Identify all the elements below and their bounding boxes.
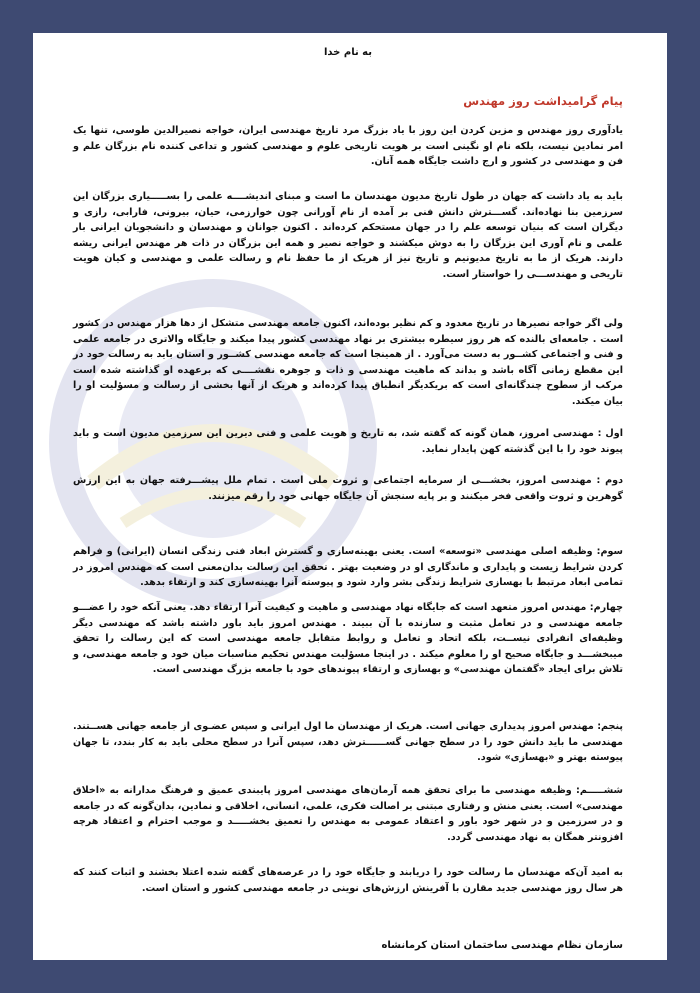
paragraph: باید به یاد داشت که جهان در طول تاریخ مدیون مهندسان ما است و مبنای اندیشــــه علمی را بســـــیاری بزرگان این سرزمین بنا نهاده‌اند. گســـترش دانش فنی بر آمده از نام آورانی چون خوارزمی، حیان، بیرونی، فارابی، رازی و دیگران است که بنیان توسعه علم را در جهان مستحکم کرده‌اند . اکنون جوانان و مهندسان و دانشجویان ایرانی بار علمی و نام آوری این بزرگان را به دوش میکشند و خواجه نصیر و همه این بزرگان در ذات هر مهندس ایرانی ریشه دارند. هریک از ما به تاریخ مدیونیم و تاریخ نیز از هریک از ما حفظ نام و رسالت علمی و مهندسی و کیان هویت تاریخی و مهندســـی را خواستار است. bbox=[73, 191, 623, 280]
paragraph: یادآوری روز مهندس و مزین کردن این روز با یاد بزرگ مرد تاریخ مهندسی ایران، خواجه نصیرالدین طوسی، تنها یک امر نمادین نیست، بلکه نام او نگینی است بر هویت تاریخی علوم و مهندسی کشور و تداعی کننده نام بزرگان علم و فن و مهندسی در کشور و ارج داشت جایگاه همه آنان. bbox=[73, 125, 623, 168]
paragraph: ششـــــم: وظیفه مهندسی ما برای تحقق همه آرمان‌های مهندسی امروز پایبندی عمیق و فرهنگ مدارانه به «اخلاق مهندسی» است. یعنی منش و رفتاری مبتنی بر اصالت فکری، علمی، انسانی، اخلاقی و نمادین، بدان‌گونه که در جامعه و در سرزمین و در شهر خود باور و اعتقاد عمومی به مهندس را تعمیق بخشـــــد و موجب احترام و اعتقاد هرچه افزونتر همگان به نهاد مهندسی گردد. bbox=[73, 785, 623, 843]
letter-title: پیام گرامیداشت روز مهندس bbox=[463, 94, 623, 108]
paragraph: سوم: وظیفه اصلی مهندسی «توسعه» است. یعنی بهینه‌سازی و گسترش ابعاد فنی زندگی انسان (ایرانی) و فراهم کردن شرایط زیست و پایداری و ماندگاری او در وضعیت بهتر . تحقق این رسالت بدان‌معنی است که مهندس امروز در تمامی ابعاد مرتبط با بهسازی شرایط زندگی بشر وارد شود و پیوسته آنرا بهینه‌سازی کند و ارتقاء بدهد. bbox=[73, 546, 623, 589]
letter-page bbox=[33, 33, 667, 960]
basmala-heading: به نام خدا bbox=[323, 47, 373, 58]
paragraph: اول : مهندسی امروز، همان گونه که گفته شد، به تاریخ و هویت علمی و فنی دیرین این سرزمین مدیون است و باید پیوند خود را با این گذشته کهن پایدار نماید. bbox=[73, 428, 623, 455]
signature-organization: سازمان نظام مهندسی ساختمان استان کرمانشاه bbox=[381, 940, 623, 951]
paragraph: ولی اگر خواجه نصیرها در تاریخ معدود و کم نظیر بوده‌اند، اکنون جامعه مهندسی متشکل از دها هزار مهندس در کشور است . جامعه‌ای بالنده که هر روز سیطره بیشتری بر نهاد مهندسی کشور پیدا میکند و جایگاه والاتری در جامعه علمی و فنی و اجتماعی کشــور به دست می‌آورد . از همینجا است که جامعه مهندسی کشــور و استان باید به رسالت خود در این مقطع زمانی آگاه باشد و بداند که ماهیت مهندسی و ذات و جوهره نقشــــی که برعهده او گذاشته شده است مرکب از سطوح چندگانه‌ای است که بریکدیگر انطباق پیدا کرده‌اند و هریک از آنها بخشی از رسالت و مسؤلیت او را بیان میکند. bbox=[73, 318, 623, 407]
paragraph: پنجم: مهندس امروز پدیداری جهانی است. هریک از مهندسان ما اول ایرانی و سپس عضـوی از جامعه جهانی هســتند. مهندسی ما باید دانش خود را در سطح جهانی گســــــترش دهد، سپس آنرا در سطح محلی باید به کار بندد، تا جهان پیوسته بهتر و «بهسازی» شود. bbox=[73, 721, 623, 764]
paragraph: دوم : مهندسی امروز، بخشـــی از سرمایه اجتماعی و ثروت ملی است . تمام ملل پیشـــرفته جهان به این ارزش گوهرین و ثروت واقعی فخر میکنند و بر پایه سنجش آن جایگاه جهانی خود را رقم میزنند. bbox=[73, 475, 623, 502]
paragraph: به امید آن‌که مهندسان ما رسالت خود را دریابند و جایگاه خود را در عرصه‌های گفته شده اعتلا بخشند و اثبات کنند که هر سال روز مهندسی جدید مقارن با آفرینش ارزش‌های نوینی در جامعه مهندسی کشور و استان است. bbox=[73, 867, 623, 894]
paragraph: چهارم: مهندس امروز متعهد است که جایگاه نهاد مهندسی و ماهیت و کیفیت آنرا ارتقاء دهد. یعنی آنکه خود را عضـــو جامعه مهندسی و در تعامل مثبت و سازنده با آن ببیند . مهندس امروز باید باور داشته باشد که مهندسی دیگر وظیفه‌ای انفرادی نیســت، بلکه اتحاد و تعامل و روابط متقابل جامعه مهندسی است که این رسالت را تحقق میبخشـــد و جایگاه صحیح او را معلوم میکند . در اینجا مسؤلیت مهندس تحکیم مناسبات میان خود و جامعه مهندسی، و تلاش برای ایجاد «گفتمان مهندسی» و بهسازی و ارتقاء پیوندهای خود با جامعه بزرگ مهندسی است. bbox=[73, 602, 623, 676]
